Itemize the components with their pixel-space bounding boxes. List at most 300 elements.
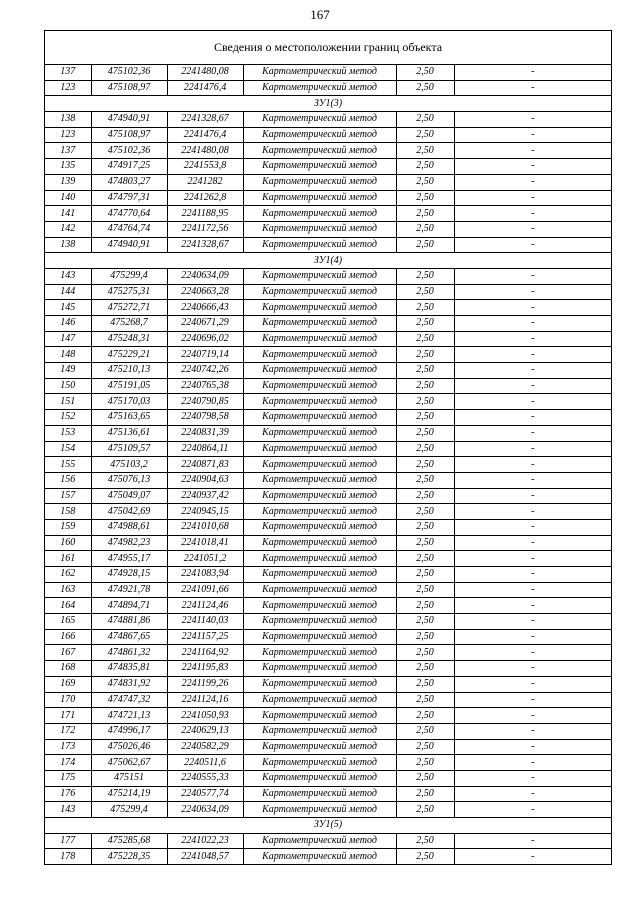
table-row	[45, 410, 611, 426]
accuracy-cell: 2,50	[396, 268, 454, 284]
point-number-cell: 177	[45, 833, 91, 849]
accuracy-cell: 2,50	[396, 284, 454, 300]
description-cell: -	[454, 692, 611, 708]
point-number-cell: 170	[45, 692, 91, 708]
point-number-cell: 161	[45, 551, 91, 567]
table-row	[45, 472, 611, 488]
accuracy-cell: 2,50	[396, 472, 454, 488]
table-row	[45, 127, 611, 143]
point-number-cell: 172	[45, 723, 91, 739]
point-number-cell: 137	[45, 65, 91, 80]
accuracy-cell: 2,50	[396, 692, 454, 708]
description-cell: -	[454, 347, 611, 363]
accuracy-cell: 2,50	[396, 190, 454, 206]
method-cell: Картометрический метод	[243, 582, 396, 598]
table-row	[45, 347, 611, 363]
coordinates-table	[45, 65, 611, 864]
method-cell: Картометрический метод	[243, 504, 396, 520]
description-cell: -	[454, 488, 611, 504]
table-row	[45, 739, 611, 755]
table-row	[45, 582, 611, 598]
table-row	[45, 80, 611, 96]
x-coordinate-cell: 475285,68	[91, 833, 167, 849]
x-coordinate-cell: 474797,31	[91, 190, 167, 206]
method-cell: Картометрический метод	[243, 441, 396, 457]
accuracy-cell: 2,50	[396, 723, 454, 739]
method-cell: Картометрический метод	[243, 833, 396, 849]
method-cell: Картометрический метод	[243, 661, 396, 677]
point-number-cell: 162	[45, 567, 91, 583]
table-row	[45, 159, 611, 175]
y-coordinate-cell: 2241553,8	[167, 159, 243, 175]
y-coordinate-cell: 2240904,63	[167, 472, 243, 488]
point-number-cell: 164	[45, 598, 91, 614]
description-cell: -	[454, 363, 611, 379]
accuracy-cell: 2,50	[396, 378, 454, 394]
y-coordinate-cell: 2240634,09	[167, 268, 243, 284]
accuracy-cell: 2,50	[396, 127, 454, 143]
y-coordinate-cell: 2240864,11	[167, 441, 243, 457]
accuracy-cell: 2,50	[396, 786, 454, 802]
point-number-cell: 153	[45, 425, 91, 441]
table-row	[45, 237, 611, 253]
point-number-cell: 142	[45, 221, 91, 237]
y-coordinate-cell: 2241010,68	[167, 519, 243, 535]
point-number-cell: 169	[45, 676, 91, 692]
table-row	[45, 221, 611, 237]
point-number-cell: 173	[45, 739, 91, 755]
x-coordinate-cell: 475062,67	[91, 755, 167, 771]
accuracy-cell: 2,50	[396, 206, 454, 222]
accuracy-cell: 2,50	[396, 661, 454, 677]
y-coordinate-cell: 2241091,66	[167, 582, 243, 598]
section-row	[45, 818, 611, 834]
point-number-cell: 168	[45, 661, 91, 677]
method-cell: Картометрический метод	[243, 112, 396, 128]
method-cell: Картометрический метод	[243, 786, 396, 802]
description-cell: -	[454, 316, 611, 332]
table-row	[45, 331, 611, 347]
y-coordinate-cell: 2240555,33	[167, 770, 243, 786]
method-cell: Картометрический метод	[243, 598, 396, 614]
description-cell: -	[454, 833, 611, 849]
point-number-cell: 146	[45, 316, 91, 332]
point-number-cell: 151	[45, 394, 91, 410]
description-cell: -	[454, 457, 611, 473]
y-coordinate-cell: 2241051,2	[167, 551, 243, 567]
description-cell: -	[454, 284, 611, 300]
description-cell: -	[454, 190, 611, 206]
description-cell: -	[454, 676, 611, 692]
y-coordinate-cell: 2240666,43	[167, 300, 243, 316]
method-cell: Картометрический метод	[243, 755, 396, 771]
y-coordinate-cell: 2240671,29	[167, 316, 243, 332]
description-cell: -	[454, 472, 611, 488]
description-cell: -	[454, 143, 611, 159]
table-row	[45, 504, 611, 520]
page-number: 167	[310, 7, 330, 22]
x-coordinate-cell: 475042,69	[91, 504, 167, 520]
description-cell: -	[454, 425, 611, 441]
accuracy-cell: 2,50	[396, 598, 454, 614]
table-row	[45, 786, 611, 802]
x-coordinate-cell: 475102,36	[91, 65, 167, 80]
method-cell: Картометрический метод	[243, 708, 396, 724]
method-cell: Картометрический метод	[243, 645, 396, 661]
y-coordinate-cell: 2240790,85	[167, 394, 243, 410]
method-cell: Картометрический метод	[243, 159, 396, 175]
table-row	[45, 692, 611, 708]
y-coordinate-cell: 2241476,4	[167, 127, 243, 143]
x-coordinate-cell: 475299,4	[91, 268, 167, 284]
point-number-cell: 157	[45, 488, 91, 504]
accuracy-cell: 2,50	[396, 504, 454, 520]
table-row	[45, 112, 611, 128]
x-coordinate-cell: 474940,91	[91, 112, 167, 128]
point-number-cell: 140	[45, 190, 91, 206]
method-cell: Картометрический метод	[243, 174, 396, 190]
description-cell: -	[454, 567, 611, 583]
description-cell: -	[454, 582, 611, 598]
point-number-cell: 147	[45, 331, 91, 347]
point-number-cell: 135	[45, 159, 91, 175]
description-cell: -	[454, 739, 611, 755]
y-coordinate-cell: 2240945,15	[167, 504, 243, 520]
point-number-cell: 141	[45, 206, 91, 222]
section-label: ЗУ1(3)	[45, 96, 611, 112]
method-cell: Картометрический метод	[243, 363, 396, 379]
point-number-cell: 160	[45, 535, 91, 551]
x-coordinate-cell: 475151	[91, 770, 167, 786]
table-row	[45, 708, 611, 724]
y-coordinate-cell: 2240577,74	[167, 786, 243, 802]
accuracy-cell: 2,50	[396, 425, 454, 441]
point-number-cell: 123	[45, 80, 91, 96]
table-row	[45, 441, 611, 457]
y-coordinate-cell: 2241199,26	[167, 676, 243, 692]
y-coordinate-cell: 2241282	[167, 174, 243, 190]
point-number-cell: 145	[45, 300, 91, 316]
point-number-cell: 156	[45, 472, 91, 488]
table-row	[45, 284, 611, 300]
point-number-cell: 171	[45, 708, 91, 724]
section-row	[45, 253, 611, 269]
description-cell: -	[454, 441, 611, 457]
x-coordinate-cell: 475136,61	[91, 425, 167, 441]
method-cell: Картометрический метод	[243, 629, 396, 645]
point-number-cell: 159	[45, 519, 91, 535]
description-cell: -	[454, 661, 611, 677]
x-coordinate-cell: 474835,81	[91, 661, 167, 677]
description-cell: -	[454, 598, 611, 614]
accuracy-cell: 2,50	[396, 410, 454, 426]
table-row	[45, 190, 611, 206]
y-coordinate-cell: 2240937,42	[167, 488, 243, 504]
table-row	[45, 457, 611, 473]
y-coordinate-cell: 2241480,08	[167, 65, 243, 80]
description-cell: -	[454, 770, 611, 786]
description-cell: -	[454, 206, 611, 222]
method-cell: Картометрический метод	[243, 237, 396, 253]
method-cell: Картометрический метод	[243, 457, 396, 473]
x-coordinate-cell: 474921,78	[91, 582, 167, 598]
x-coordinate-cell: 474881,86	[91, 614, 167, 630]
y-coordinate-cell: 2240765,38	[167, 378, 243, 394]
accuracy-cell: 2,50	[396, 802, 454, 818]
table-row	[45, 551, 611, 567]
table-row	[45, 174, 611, 190]
accuracy-cell: 2,50	[396, 488, 454, 504]
point-number-cell: 138	[45, 112, 91, 128]
description-cell: -	[454, 127, 611, 143]
point-number-cell: 123	[45, 127, 91, 143]
x-coordinate-cell: 474803,27	[91, 174, 167, 190]
point-number-cell: 165	[45, 614, 91, 630]
point-number-cell: 144	[45, 284, 91, 300]
method-cell: Картометрический метод	[243, 567, 396, 583]
x-coordinate-cell: 474982,23	[91, 535, 167, 551]
point-number-cell: 143	[45, 802, 91, 818]
table-row	[45, 316, 611, 332]
accuracy-cell: 2,50	[396, 112, 454, 128]
x-coordinate-cell: 475108,97	[91, 127, 167, 143]
x-coordinate-cell: 475228,35	[91, 849, 167, 864]
y-coordinate-cell: 2241124,16	[167, 692, 243, 708]
method-cell: Картометрический метод	[243, 268, 396, 284]
coordinates-table-body	[45, 65, 611, 864]
y-coordinate-cell: 2241164,92	[167, 645, 243, 661]
table-row	[45, 535, 611, 551]
accuracy-cell: 2,50	[396, 645, 454, 661]
y-coordinate-cell: 2241188,95	[167, 206, 243, 222]
point-number-cell: 154	[45, 441, 91, 457]
description-cell: -	[454, 237, 611, 253]
x-coordinate-cell: 475268,7	[91, 316, 167, 332]
description-cell: -	[454, 174, 611, 190]
y-coordinate-cell: 2240742,26	[167, 363, 243, 379]
description-cell: -	[454, 645, 611, 661]
method-cell: Картометрический метод	[243, 410, 396, 426]
table-row	[45, 723, 611, 739]
description-cell: -	[454, 551, 611, 567]
accuracy-cell: 2,50	[396, 363, 454, 379]
x-coordinate-cell: 474764,74	[91, 221, 167, 237]
accuracy-cell: 2,50	[396, 143, 454, 159]
accuracy-cell: 2,50	[396, 300, 454, 316]
y-coordinate-cell: 2240511,6	[167, 755, 243, 771]
x-coordinate-cell: 475108,97	[91, 80, 167, 96]
x-coordinate-cell: 474988,61	[91, 519, 167, 535]
section-label: ЗУ1(5)	[45, 818, 611, 834]
method-cell: Картометрический метод	[243, 284, 396, 300]
y-coordinate-cell: 2240798,58	[167, 410, 243, 426]
description-cell: -	[454, 708, 611, 724]
point-number-cell: 139	[45, 174, 91, 190]
table-row	[45, 206, 611, 222]
point-number-cell: 138	[45, 237, 91, 253]
method-cell: Картометрический метод	[243, 316, 396, 332]
y-coordinate-cell: 2241328,67	[167, 237, 243, 253]
x-coordinate-cell: 475248,31	[91, 331, 167, 347]
accuracy-cell: 2,50	[396, 441, 454, 457]
x-coordinate-cell: 474770,64	[91, 206, 167, 222]
y-coordinate-cell: 2241140,03	[167, 614, 243, 630]
method-cell: Картометрический метод	[243, 300, 396, 316]
description-cell: -	[454, 268, 611, 284]
x-coordinate-cell: 475299,4	[91, 802, 167, 818]
method-cell: Картометрический метод	[243, 425, 396, 441]
accuracy-cell: 2,50	[396, 708, 454, 724]
x-coordinate-cell: 475109,57	[91, 441, 167, 457]
x-coordinate-cell: 474747,32	[91, 692, 167, 708]
point-number-cell: 178	[45, 849, 91, 864]
description-cell: -	[454, 629, 611, 645]
method-cell: Картометрический метод	[243, 802, 396, 818]
table-row	[45, 629, 611, 645]
table-row	[45, 488, 611, 504]
accuracy-cell: 2,50	[396, 174, 454, 190]
method-cell: Картометрический метод	[243, 143, 396, 159]
point-number-cell: 148	[45, 347, 91, 363]
method-cell: Картометрический метод	[243, 206, 396, 222]
table-row	[45, 661, 611, 677]
point-number-cell: 137	[45, 143, 91, 159]
method-cell: Картометрический метод	[243, 80, 396, 96]
method-cell: Картометрический метод	[243, 692, 396, 708]
method-cell: Картометрический метод	[243, 849, 396, 864]
y-coordinate-cell: 2241157,25	[167, 629, 243, 645]
x-coordinate-cell: 475210,13	[91, 363, 167, 379]
accuracy-cell: 2,50	[396, 331, 454, 347]
accuracy-cell: 2,50	[396, 221, 454, 237]
point-number-cell: 155	[45, 457, 91, 473]
x-coordinate-cell: 474831,92	[91, 676, 167, 692]
accuracy-cell: 2,50	[396, 237, 454, 253]
y-coordinate-cell: 2241050,93	[167, 708, 243, 724]
y-coordinate-cell: 2241262,8	[167, 190, 243, 206]
y-coordinate-cell: 2240582,29	[167, 739, 243, 755]
method-cell: Картометрический метод	[243, 221, 396, 237]
accuracy-cell: 2,50	[396, 833, 454, 849]
table-row	[45, 519, 611, 535]
description-cell: -	[454, 519, 611, 535]
accuracy-cell: 2,50	[396, 316, 454, 332]
x-coordinate-cell: 475275,31	[91, 284, 167, 300]
x-coordinate-cell: 475026,46	[91, 739, 167, 755]
table-row	[45, 65, 611, 80]
x-coordinate-cell: 475049,07	[91, 488, 167, 504]
accuracy-cell: 2,50	[396, 582, 454, 598]
description-cell: -	[454, 410, 611, 426]
method-cell: Картометрический метод	[243, 676, 396, 692]
y-coordinate-cell: 2241480,08	[167, 143, 243, 159]
y-coordinate-cell: 2241022,23	[167, 833, 243, 849]
table-row	[45, 425, 611, 441]
y-coordinate-cell: 2240663,28	[167, 284, 243, 300]
description-cell: -	[454, 802, 611, 818]
x-coordinate-cell: 474928,15	[91, 567, 167, 583]
y-coordinate-cell: 2240629,13	[167, 723, 243, 739]
table-row	[45, 143, 611, 159]
table-row	[45, 567, 611, 583]
accuracy-cell: 2,50	[396, 551, 454, 567]
accuracy-cell: 2,50	[396, 755, 454, 771]
table-row	[45, 268, 611, 284]
y-coordinate-cell: 2241124,46	[167, 598, 243, 614]
method-cell: Картометрический метод	[243, 739, 396, 755]
description-cell: -	[454, 300, 611, 316]
y-coordinate-cell: 2240831,39	[167, 425, 243, 441]
table-row	[45, 300, 611, 316]
accuracy-cell: 2,50	[396, 629, 454, 645]
accuracy-cell: 2,50	[396, 65, 454, 80]
accuracy-cell: 2,50	[396, 519, 454, 535]
x-coordinate-cell: 475102,36	[91, 143, 167, 159]
table-row	[45, 676, 611, 692]
section-label: ЗУ1(4)	[45, 253, 611, 269]
description-cell: -	[454, 331, 611, 347]
method-cell: Картометрический метод	[243, 347, 396, 363]
x-coordinate-cell: 474721,13	[91, 708, 167, 724]
accuracy-cell: 2,50	[396, 849, 454, 864]
x-coordinate-cell: 475163,65	[91, 410, 167, 426]
description-cell: -	[531, 850, 535, 862]
description-cell: -	[454, 159, 611, 175]
y-coordinate-cell: 2241018,41	[167, 535, 243, 551]
point-number-cell: 176	[45, 786, 91, 802]
x-coordinate-cell: 474867,65	[91, 629, 167, 645]
x-coordinate-cell: 475103,2	[91, 457, 167, 473]
description-cell: -	[454, 535, 611, 551]
accuracy-cell: 2,50	[396, 676, 454, 692]
accuracy-cell: 2,50	[396, 535, 454, 551]
accuracy-cell: 2,50	[396, 347, 454, 363]
y-coordinate-cell: 2241048,57	[167, 849, 243, 864]
table-row	[45, 394, 611, 410]
x-coordinate-cell: 475191,05	[91, 378, 167, 394]
method-cell: Картометрический метод	[243, 535, 396, 551]
description-cell: -	[454, 378, 611, 394]
description-cell: -	[454, 723, 611, 739]
x-coordinate-cell: 474955,17	[91, 551, 167, 567]
table-row	[45, 614, 611, 630]
table-row	[45, 363, 611, 379]
y-coordinate-cell: 2241083,94	[167, 567, 243, 583]
boundary-table-sheet	[44, 30, 612, 865]
section-row	[45, 96, 611, 112]
point-number-cell: 166	[45, 629, 91, 645]
method-cell: Картометрический метод	[243, 331, 396, 347]
x-coordinate-cell: 475214,19	[91, 786, 167, 802]
x-coordinate-cell: 475272,71	[91, 300, 167, 316]
point-number-cell: 149	[45, 363, 91, 379]
description-cell: -	[454, 786, 611, 802]
description-cell: -	[454, 221, 611, 237]
point-number-cell: 143	[45, 268, 91, 284]
point-number-cell: 152	[45, 410, 91, 426]
y-coordinate-cell: 2241172,56	[167, 221, 243, 237]
y-coordinate-cell: 2240719,14	[167, 347, 243, 363]
description-cell: -	[454, 504, 611, 520]
accuracy-cell: 2,50	[396, 159, 454, 175]
table-row	[45, 598, 611, 614]
y-coordinate-cell: 2241328,67	[167, 112, 243, 128]
x-coordinate-cell: 475229,21	[91, 347, 167, 363]
point-number-cell: 174	[45, 755, 91, 771]
accuracy-cell: 2,50	[396, 614, 454, 630]
method-cell: Картометрический метод	[243, 723, 396, 739]
x-coordinate-cell: 475076,13	[91, 472, 167, 488]
